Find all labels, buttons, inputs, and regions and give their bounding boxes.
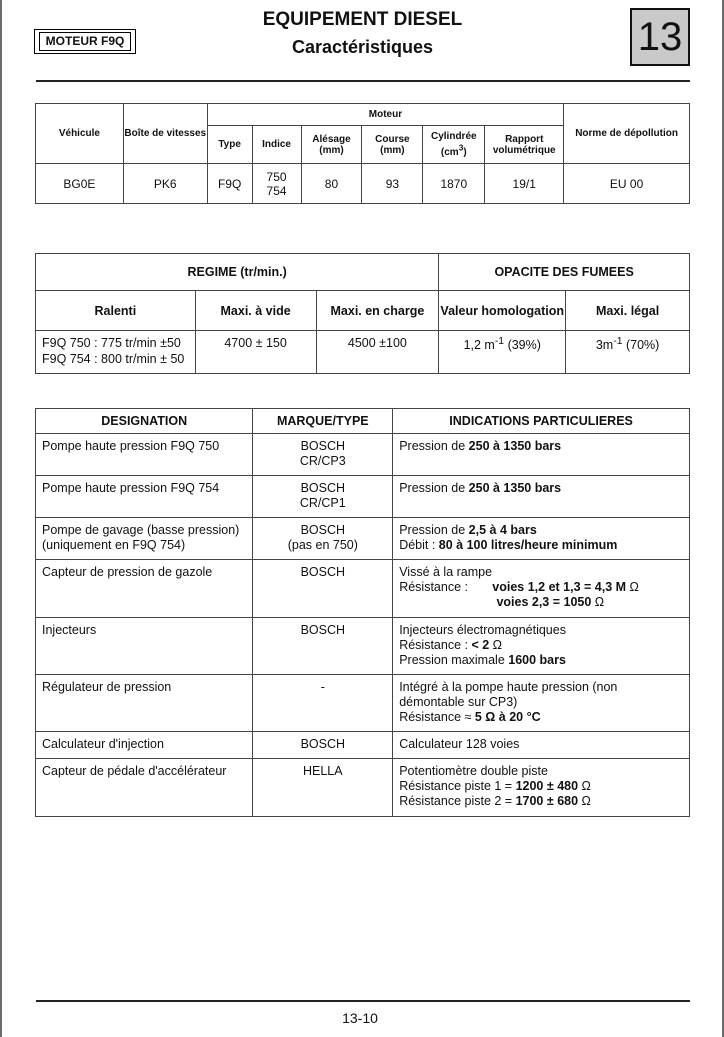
indication-bold: 80 à 100 litres/heure minimum xyxy=(438,538,618,552)
header-type: Type xyxy=(207,126,252,164)
col-maxi-charge: Maxi. en charge xyxy=(316,291,439,331)
page-left-edge xyxy=(0,0,2,1037)
table-row xyxy=(36,618,690,675)
indication-pre: Pression de xyxy=(399,439,469,453)
marque-line: HELLA xyxy=(302,764,343,778)
page-title: EQUIPEMENT DIESEL xyxy=(262,9,463,30)
indication-line xyxy=(399,653,683,668)
indication-post: Ω xyxy=(489,638,503,652)
table-row xyxy=(36,759,690,817)
cell-maxi-legal: $3m^{-1}$ (70%) xyxy=(566,331,690,374)
indication-pre: démontable sur CP3) xyxy=(399,695,518,709)
indication-pre: Calculateur 128 voies xyxy=(399,737,520,751)
indication-line xyxy=(399,710,683,725)
table-row xyxy=(36,560,690,618)
indication-bold: 1200 ± 480 xyxy=(515,779,579,793)
marque-line: CR/CP3 xyxy=(299,454,346,468)
cell-marque-type xyxy=(253,560,393,618)
cell-rapport: 19/1 xyxy=(485,164,564,204)
indication-line xyxy=(399,794,683,809)
indication-bold: 250 à 1350 bars xyxy=(468,481,562,495)
cell-norme: EU 00 xyxy=(564,164,690,204)
indication-pre: Débit : xyxy=(399,538,439,552)
cell-designation xyxy=(36,618,253,675)
table-row xyxy=(36,675,690,732)
designation-line: Capteur de pédale d'accélérateur xyxy=(42,764,227,778)
footer-divider xyxy=(36,1000,690,1002)
indication-post: Ω xyxy=(578,779,591,793)
cell-marque-type xyxy=(253,476,393,518)
marque-line: BOSCH xyxy=(300,481,346,495)
designation-line: Pompe haute pression F9Q 750 xyxy=(42,439,220,453)
cell-type: F9Q xyxy=(207,164,252,204)
header-boite: Boîte de vitesses xyxy=(123,104,207,164)
page-number: 13-10 xyxy=(342,1010,378,1026)
header-cylindree xyxy=(423,126,485,164)
opacite-title: OPACITE DES FUMEES xyxy=(439,254,690,291)
designation-line: Calculateur d'injection xyxy=(42,737,164,751)
cell-ralenti xyxy=(36,331,196,374)
cell-indice-750: 750 xyxy=(266,169,287,184)
indication-line xyxy=(399,680,683,695)
marque-line: (pas en 750) xyxy=(287,538,358,552)
cell-designation xyxy=(36,759,253,817)
cell-marque-type xyxy=(253,618,393,675)
cell-designation xyxy=(36,675,253,732)
indication-bold: voies 1,2 et 1,3 = 4,3 M xyxy=(492,580,627,594)
col-ralenti: Ralenti xyxy=(36,291,196,331)
header-designation: DESIGNATION xyxy=(36,409,253,434)
cell-maxi-vide: 4700 ± 150 xyxy=(195,331,316,374)
marque-line: BOSCH xyxy=(300,523,346,537)
indication-post: Ω xyxy=(591,595,605,609)
indication-pre: Résistance piste 1 = xyxy=(399,779,516,793)
indication-line xyxy=(399,695,683,710)
col-maxi-vide: Maxi. à vide xyxy=(195,291,316,331)
cell-marque-type xyxy=(253,434,393,476)
indication-pre: Résistance piste 2 = xyxy=(399,794,516,808)
indication-pre: Pression de xyxy=(399,481,469,495)
cell-designation xyxy=(36,732,253,759)
equipment-table xyxy=(35,408,690,817)
cell-designation xyxy=(36,476,253,518)
ralenti-750: F9Q 750 : 775 tr/min ±50 xyxy=(42,336,181,350)
cell-marque-type xyxy=(253,759,393,817)
engine-label-box xyxy=(34,29,136,54)
page-subtitle: Caractéristiques xyxy=(291,37,434,57)
cell-indications xyxy=(393,759,690,817)
indication-pre: Résistance : xyxy=(399,580,493,594)
header-alesage: Alésage (mm) xyxy=(301,126,362,164)
indication-line xyxy=(399,779,683,794)
table-row xyxy=(36,476,690,518)
cell-designation xyxy=(36,560,253,618)
cell-indications xyxy=(393,618,690,675)
header-divider xyxy=(36,80,690,82)
cell-indice xyxy=(252,164,301,204)
header-vehicule: Véhicule xyxy=(36,104,124,164)
cell-designation xyxy=(36,434,253,476)
vehicle-engine-table xyxy=(35,103,690,204)
cell-marque-type xyxy=(253,675,393,732)
marque-line: BOSCH xyxy=(300,565,346,579)
indication-bold: 1700 ± 680 xyxy=(515,794,579,808)
header-cylindree-unit: $(cm^3)$ xyxy=(440,142,467,158)
col-valeur-homologation: Valeur homologation xyxy=(439,291,566,331)
designation-line: Injecteurs xyxy=(42,623,97,637)
regime-opacity-table xyxy=(35,253,690,374)
indication-pre: Injecteurs électromagnétiques xyxy=(399,623,566,637)
indication-line xyxy=(399,439,683,454)
indication-line xyxy=(399,538,683,553)
header-norme: Norme de dépollution xyxy=(564,104,690,164)
cell-boite: PK6 xyxy=(123,164,207,204)
marque-line: BOSCH xyxy=(300,737,346,751)
cell-indications xyxy=(393,434,690,476)
designation-line: Pompe haute pression F9Q 754 xyxy=(42,481,220,495)
cell-maxi-charge: 4500 ±100 xyxy=(316,331,439,374)
indication-line xyxy=(399,595,683,610)
indication-pre: Potentiomètre double piste xyxy=(399,764,548,778)
indication-line xyxy=(399,523,683,538)
marque-line: CR/CP1 xyxy=(299,496,346,510)
cell-marque-type xyxy=(253,732,393,759)
cell-indications xyxy=(393,732,690,759)
marque-line: BOSCH xyxy=(300,623,346,637)
indication-pre: Résistance : xyxy=(399,638,472,652)
indication-bold: 250 à 1350 bars xyxy=(468,439,562,453)
header-indications: INDICATIONS PARTICULIERES xyxy=(393,409,690,434)
designation-line: (uniquement en F9Q 754) xyxy=(42,538,186,552)
header-rapport: Rapport volumétrique xyxy=(485,126,564,164)
header-moteur: Moteur xyxy=(207,104,564,126)
cell-course: 93 xyxy=(362,164,423,204)
cell-alesage: 80 xyxy=(301,164,362,204)
ralenti-754: F9Q 754 : 800 tr/min ± 50 xyxy=(42,352,185,366)
col-maxi-legal: Maxi. légal xyxy=(566,291,690,331)
equipment-table-body xyxy=(36,434,690,817)
marque-line: BOSCH xyxy=(300,439,346,453)
indication-bold: 1600 bars xyxy=(508,653,566,667)
indication-bold: 2,5 à 4 bars xyxy=(468,523,537,537)
indication-bold: voies 2,3 = 1050 xyxy=(496,595,592,609)
cell-designation xyxy=(36,518,253,560)
marque-line: - xyxy=(320,680,325,694)
cell-indications xyxy=(393,560,690,618)
cell-indications xyxy=(393,675,690,732)
indication-post: Ω xyxy=(578,794,591,808)
table-row xyxy=(36,518,690,560)
cell-indice-754: 754 xyxy=(266,183,287,198)
indication-line xyxy=(399,481,683,496)
regime-title: REGIME (tr/min.) xyxy=(36,254,439,291)
cell-marque-type xyxy=(253,518,393,560)
designation-line: Capteur de pression de gazole xyxy=(42,565,213,579)
indication-post: Ω xyxy=(626,580,639,594)
indication-pre: Pression de xyxy=(399,523,469,537)
header-cylindree-label: Cylindrée xyxy=(431,131,477,143)
cell-valeur-homologation: 1,2 $m^{-1}$ (39%) xyxy=(439,331,566,374)
chapter-number-badge: 13 xyxy=(630,8,690,66)
engine-label: MOTEUR F9Q xyxy=(39,32,132,51)
indication-pre: Pression maximale xyxy=(399,653,509,667)
indication-pre: Intégré à la pompe haute pression (non xyxy=(399,680,618,694)
indication-bold: < 2 xyxy=(471,638,490,652)
cell-vehicule: BG0E xyxy=(36,164,124,204)
table-row xyxy=(36,434,690,476)
indication-bold: 5 Ω à 20 °C xyxy=(474,710,541,724)
header-indice: Indice xyxy=(252,126,301,164)
indication-pre xyxy=(399,595,496,609)
designation-line: Pompe de gavage (basse pression) xyxy=(42,523,240,537)
indication-line xyxy=(399,623,683,638)
indication-line xyxy=(399,580,683,595)
indication-pre: Résistance ≈ xyxy=(399,710,475,724)
indication-pre: Vissé à la rampe xyxy=(399,565,493,579)
indication-line xyxy=(399,764,683,779)
header-marque-type: MARQUE/TYPE xyxy=(253,409,393,434)
designation-line: Régulateur de pression xyxy=(42,680,172,694)
indication-line xyxy=(399,737,683,752)
cell-indications xyxy=(393,476,690,518)
header-course: Course (mm) xyxy=(362,126,423,164)
table-row xyxy=(36,732,690,759)
indication-line xyxy=(399,638,683,653)
cell-cylindree: 1870 xyxy=(423,164,485,204)
indication-line xyxy=(399,565,683,580)
cell-indications xyxy=(393,518,690,560)
